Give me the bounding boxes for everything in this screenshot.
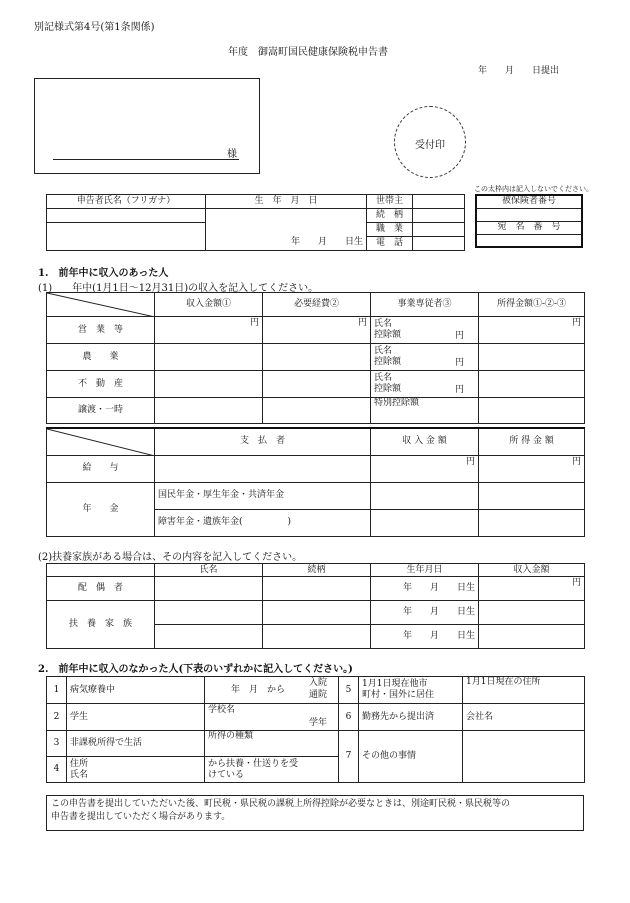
dep2-birth-field[interactable] (371, 625, 479, 649)
insured-number-field (476, 208, 582, 221)
transfer-income-field[interactable] (155, 398, 263, 424)
dependents-table (46, 563, 585, 649)
relation-label: 続 柄 (367, 209, 413, 223)
sick-from: 年 月 から (231, 685, 286, 695)
realestate-income-field[interactable] (155, 371, 263, 398)
pension2-profit-field[interactable] (479, 509, 585, 536)
realestate-expense-field[interactable] (263, 371, 371, 398)
item-other-label[interactable]: その他の事情 (359, 731, 463, 783)
row-salary: 給 与 (47, 455, 155, 482)
dep-relation-header: 続柄 (263, 564, 371, 577)
dependents-label: 扶 養 家 族 (47, 601, 155, 649)
spouse-name-field[interactable] (155, 577, 263, 601)
agri-profit-field[interactable] (479, 344, 585, 371)
worker-deduction-label: 控除額 (374, 384, 402, 394)
payer-header: 支 払 者 (155, 428, 371, 455)
salary-payer-field[interactable] (155, 455, 371, 482)
worker-name-label: 氏名 (374, 346, 393, 356)
submission-date: 年 月 日提出 (478, 66, 560, 76)
address-number-label: 宛 名 番 号 (476, 221, 582, 234)
dep-birth-header: 生年月日 (371, 564, 479, 577)
salary-pension-table (46, 427, 585, 537)
income-header-1: 収入金額① (155, 293, 263, 317)
agri-worker-field[interactable] (371, 344, 479, 371)
dependents-title: (2)扶養家族がある場合は、その内容を記入してください。 (38, 552, 303, 563)
support-text-2: けている (208, 769, 245, 780)
relation-field[interactable] (413, 209, 465, 223)
worker-deduction-label: 控除額 (374, 357, 402, 367)
phone-label: 電 話 (367, 237, 413, 251)
special-deduction-field[interactable] (371, 398, 479, 424)
birth-value: 年 月 日生 (402, 583, 475, 593)
income-kind-label: 所得の種類 (208, 731, 254, 741)
business-worker-field[interactable] (371, 317, 479, 344)
yen-label: 円 (454, 331, 464, 341)
transfer-expense-field[interactable] (263, 398, 371, 424)
agri-income-field[interactable] (155, 344, 263, 371)
dep1-relation-field[interactable] (263, 601, 371, 625)
occupation-label: 職 業 (367, 223, 413, 237)
item-no-5: 5 (339, 677, 359, 704)
diagonal-cell (47, 293, 155, 317)
business-expense-field[interactable] (263, 317, 371, 344)
row-realestate: 不 動 産 (47, 371, 155, 398)
realestate-worker-field[interactable] (371, 371, 479, 398)
diagonal-line (47, 293, 155, 317)
item-no-7: 7 (339, 731, 359, 783)
birth-value: 年 月 日生 (402, 607, 475, 617)
resident-address-label: 1月1日現在の住所 (466, 677, 541, 687)
dep-income-header: 収入金額 (479, 564, 585, 577)
yen-label: 円 (454, 385, 464, 395)
sick-nyuin: 入院 (309, 678, 328, 688)
form-number: 別記様式第4号(第1条関係) (34, 22, 155, 33)
spouse-income-field[interactable] (479, 577, 585, 601)
yen-label: 円 (571, 456, 581, 467)
pension1-income-field[interactable] (371, 482, 479, 509)
income-header-2: 必要経費② (263, 293, 371, 317)
item-sick-label[interactable]: 病気療養中 (67, 677, 205, 704)
dep1-name-field[interactable] (155, 601, 263, 625)
reception-stamp (394, 106, 466, 178)
support-address-label: 住所 (70, 758, 89, 769)
row-transfer: 譲渡・一時 (47, 398, 155, 424)
row-business: 営 業 等 (47, 317, 155, 344)
item-student-label[interactable]: 学生 (67, 704, 205, 731)
pension-type-1[interactable]: 国民年金・厚生年金・共済年金 (155, 482, 371, 509)
dep1-birth-field[interactable] (371, 601, 479, 625)
resident-label-2: 町村・国外に居住 (362, 690, 435, 700)
occupation-field[interactable] (413, 223, 465, 237)
dep-name-header: 氏名 (155, 564, 263, 577)
household-head-field[interactable] (413, 195, 465, 209)
stamp-label: 受付印 (415, 140, 445, 151)
name-label: 申告者氏名（フリガナ） (47, 195, 206, 209)
item-nontax-label[interactable]: 非課税所得で生活 (67, 731, 205, 757)
official-box (475, 194, 583, 248)
furigana-field[interactable] (47, 209, 206, 223)
support-name-label: 氏名 (70, 769, 89, 780)
dep-blank-header (47, 564, 155, 577)
section1-title: 1. 前年中に収入のあった人 (38, 268, 169, 279)
item-resident-label[interactable] (359, 677, 463, 704)
business-profit-field[interactable] (479, 317, 585, 344)
worker-name-label: 氏名 (374, 319, 393, 329)
dep2-relation-field[interactable] (263, 625, 371, 649)
name-field[interactable] (47, 223, 206, 251)
business-income-field[interactable] (155, 317, 263, 344)
item-no-4: 4 (47, 757, 67, 783)
item-resident-detail[interactable] (463, 677, 585, 704)
item-employer-detail[interactable]: 会社名 (463, 704, 585, 731)
spouse-relation-field[interactable] (263, 577, 371, 601)
realestate-profit-field[interactable] (479, 371, 585, 398)
yen-label: 円 (571, 318, 581, 328)
address-box[interactable] (34, 78, 260, 174)
transfer-profit-field[interactable] (479, 398, 585, 424)
birth-label: 生 年 月 日 (206, 195, 367, 209)
worker-name-label: 氏名 (374, 373, 393, 383)
salary-profit-field[interactable] (479, 455, 585, 482)
footer-note-line2: 申告書を提出していただく場合があります。 (51, 812, 231, 822)
item-sick-detail[interactable] (205, 677, 339, 704)
phone-field[interactable] (413, 237, 465, 251)
insured-number-label: 被保険者番号 (476, 195, 582, 208)
pension1-profit-field[interactable] (479, 482, 585, 509)
yen-label: 円 (357, 318, 367, 328)
item-no-2: 2 (47, 704, 67, 731)
grade-label: 学年 (309, 718, 328, 728)
income-header-3: 事業専従者③ (371, 293, 479, 317)
special-deduction-label: 特別控除額 (374, 398, 420, 408)
section2-title: 2. 前年中に収入のなかった人(下表のいずれかに記入してください。) (38, 664, 353, 675)
spouse-birth-field[interactable] (371, 577, 479, 601)
address-number-field (476, 234, 582, 247)
yen-label: 円 (465, 456, 475, 467)
yen-label: 円 (571, 578, 581, 588)
pension2-income-field[interactable] (371, 509, 479, 536)
item-support-person[interactable] (67, 757, 205, 783)
pay-profit-header: 所 得 金 額 (479, 428, 585, 455)
yen-label: 円 (249, 318, 259, 328)
sama-label: 様 (227, 149, 237, 160)
page-title: 年度 御嵩町国民健康保険税申告書 (228, 47, 388, 58)
item-no-1: 1 (47, 677, 67, 704)
worker-deduction-label: 控除額 (374, 330, 402, 340)
address-underline (53, 159, 239, 160)
row-pension: 年 金 (47, 482, 155, 536)
spouse-label: 配 偶 者 (47, 577, 155, 601)
diagonal-cell-2 (47, 428, 155, 455)
school-label: 学校名 (208, 705, 236, 715)
item-support-detail[interactable] (205, 757, 339, 783)
support-text-1: から扶養・仕送りを受 (208, 758, 299, 769)
yen-label: 円 (454, 358, 464, 368)
applicant-table (46, 194, 465, 251)
income-header-4: 所得金額①-②-③ (479, 293, 585, 317)
no-income-table (46, 676, 585, 783)
item-employer-label[interactable]: 勤務先から提出済 (359, 704, 463, 731)
birth-value: 年 月 日生 (290, 237, 363, 247)
income-table (46, 292, 585, 424)
sick-tsuin: 通院 (309, 690, 328, 700)
row-agriculture: 農 業 (47, 344, 155, 371)
footer-note (46, 795, 584, 831)
pay-income-header: 収 入 金 額 (371, 428, 479, 455)
section1-sub: (1) 年中(1月1日～12月31日)の収入を記入してください。 (38, 283, 319, 294)
official-note: この太枠内は記入しないでください。 (474, 185, 593, 193)
agri-expense-field[interactable] (263, 344, 371, 371)
diagonal-line (47, 429, 155, 456)
footer-note-line1: この申告書を提出していただいた後、町民税・県民税の課税上所得控除が必要なときは、別途町民税・県民税等の (51, 799, 511, 809)
household-head-label: 世帯主 (367, 195, 413, 209)
pension-type-2[interactable]: 障害年金・遺族年金( ) (155, 509, 371, 536)
item-no-6: 6 (339, 704, 359, 731)
item-nontax-detail[interactable] (205, 731, 339, 757)
item-no-3: 3 (47, 731, 67, 757)
birth-field[interactable] (206, 209, 367, 251)
salary-income-field[interactable] (371, 455, 479, 482)
item-other-detail[interactable] (463, 731, 585, 783)
dep2-income-field[interactable] (479, 625, 585, 649)
dep2-name-field[interactable] (155, 625, 263, 649)
resident-label-1: 1月1日現在他市 (362, 679, 428, 689)
dep1-income-field[interactable] (479, 601, 585, 625)
item-student-detail[interactable] (205, 704, 339, 731)
birth-value: 年 月 日生 (402, 631, 475, 641)
